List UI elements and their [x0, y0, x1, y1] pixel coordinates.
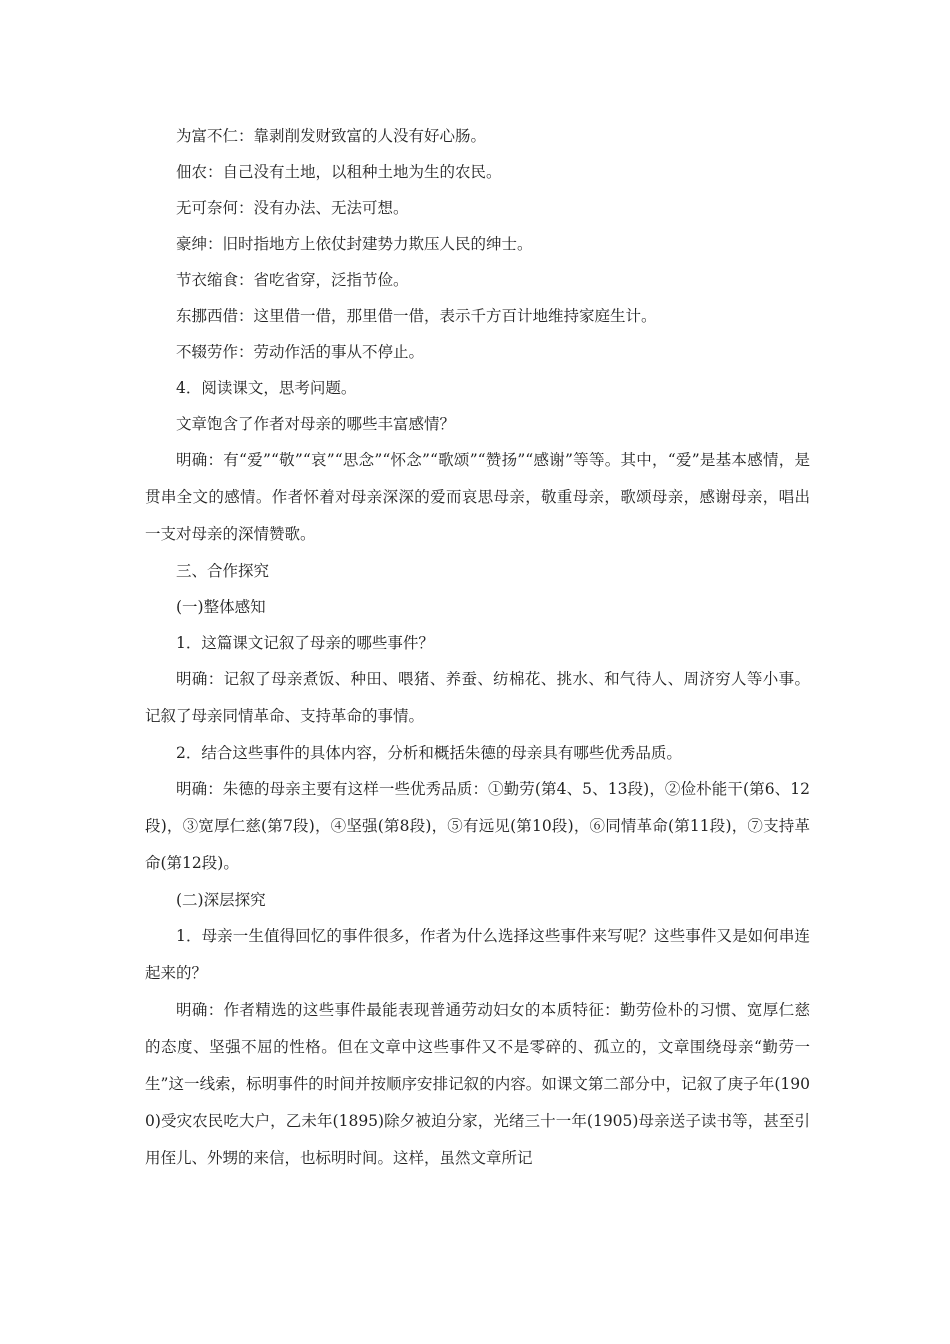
paragraph-answer-emotions: 明确：有“爱”“敬”“哀”“思念”“怀念”“歌颂”“赞扬”“感谢”等等。其中，“爱”是基本感情，是贯串全文的感情。作者怀着对母亲深深的爱而哀思母亲，敬重母亲，歌颂母亲，感谢母亲，唱出一支对母亲的深情赞歌。 [145, 451, 810, 543]
paragraph-question-emotions: 文章饱含了作者对母亲的哪些丰富感情？ [176, 415, 456, 433]
paragraph-answer-events: 明确：记叙了母亲煮饭、种田、喂猪、养蚕、纺棉花、挑水、和气待人、周济穷人等小事。记叙了母亲同情革命、支持革命的事情。 [145, 670, 810, 725]
paragraph-definition-bu-chuo-lao-zuo: 不辍劳作：劳动作活的事从不停止。 [176, 343, 425, 361]
paragraph-definition-dian-nong: 佃农：自己没有土地，以租种土地为生的农民。 [176, 163, 502, 181]
paragraph-definition-hao-shen: 豪绅：旧时指地方上依仗封建势力欺压人民的绅士。 [176, 235, 533, 253]
paragraph-question-selection: 1．母亲一生值得回忆的事件很多，作者为什么选择这些事件来写呢？这些事件又是如何串连起来的？ [145, 927, 810, 982]
paragraph-definition-wei-fu-bu-ren: 为富不仁：靠剥削发财致富的人没有好心肠。 [176, 127, 487, 145]
paragraph-definition-jie-yi-suo-shi: 节衣缩食：省吃省穿，泛指节俭。 [176, 271, 409, 289]
paragraph-task-4: 4．阅读课文，思考问题。 [176, 379, 357, 397]
paragraph-definition-dong-nuo-xi-jie: 东挪西借：这里借一借，那里借一借，表示千方百计地维持家庭生计。 [176, 307, 657, 325]
paragraph-definition-wu-ke-nai-he: 无可奈何：没有办法、无法可想。 [176, 199, 409, 217]
section-heading-cooperative-inquiry: 三、合作探究 [176, 562, 270, 580]
subsection-heading-deep: (二)深层探究 [176, 891, 266, 909]
paragraph-answer-selection: 明确：作者精选的这些事件最能表现普通劳动妇女的本质特征：勤劳俭朴的习惯、宽厚仁慈的态度、坚强不屈的性格。但在文章中这些事件又不是零碎的、孤立的，文章围绕母亲“勤劳一生”这一线索，标明事件的时间并按顺序安排记叙的内容。如课文第二部分中，记叙了庚子年(1900)受灾农民吃大户，乙未年(1895)除夕被迫分家，光绪三十一年(1905)母亲送子读书等，甚至引用侄儿、外甥的来信，也标明时间。这样，虽然文章所记 [145, 1001, 810, 1167]
document-body [145, 118, 810, 1177]
paragraph-answer-qualities: 明确：朱德的母亲主要有这样一些优秀品质：①勤劳(第4、5、13段)，②俭朴能干(第6、12段)，③宽厚仁慈(第7段)，④坚强(第8段)，⑤有远见(第10段)，⑥同情革命(第11段)，⑦支持革命(第12段)。 [145, 780, 810, 872]
paragraph-question-events: 1．这篇课文记叙了母亲的哪些事件？ [176, 634, 434, 652]
paragraph-question-qualities: 2．结合这些事件的具体内容，分析和概括朱德的母亲具有哪些优秀品质。 [176, 744, 682, 762]
subsection-heading-overall: (一)整体感知 [176, 598, 266, 616]
